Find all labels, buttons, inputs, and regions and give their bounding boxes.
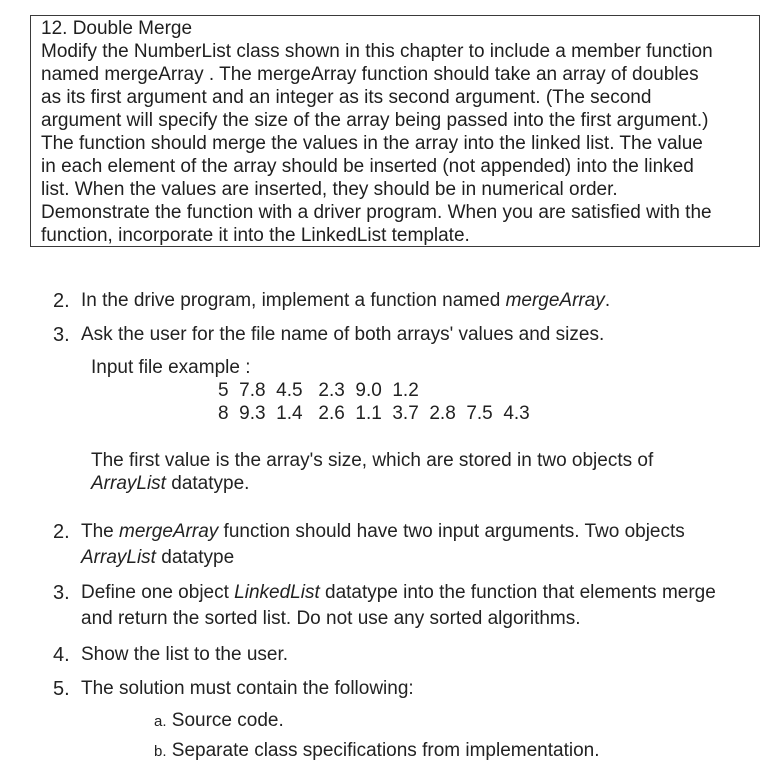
list-number: 3. xyxy=(53,582,70,604)
item-emphasis: mergeArray xyxy=(505,290,605,311)
list-number: 4. xyxy=(53,644,70,666)
box-line: named mergeArray . The mergeArray function should take an array of doubles xyxy=(41,64,699,85)
list-item-continuation: ArrayList datatype xyxy=(81,547,235,568)
list-item-continuation: and return the sorted list. Do not use any sorted algorithms. xyxy=(81,608,581,629)
list-item: Ask the user for the file name of both arrays' values and sizes. xyxy=(81,324,605,345)
list-number: 2. xyxy=(53,290,70,312)
sub-list-item: a. Source code. xyxy=(154,710,284,731)
item-emphasis: mergeArray xyxy=(119,521,219,542)
item-emphasis: LinkedList xyxy=(234,582,320,603)
box-line: argument will specify the size of the array being passed into the first argument.) xyxy=(41,110,709,131)
sub-list-item: b. Separate class specifications from implementation. xyxy=(154,740,600,761)
box-line: in each element of the array should be inserted (not appended) into the linked xyxy=(41,156,694,177)
list-item: Show the list to the user. xyxy=(81,644,289,665)
input-example-row-2: 8 9.3 1.4 2.6 1.1 3.7 2.8 7.5 4.3 xyxy=(218,403,530,424)
list-item xyxy=(81,289,610,313)
item-emphasis: ArrayList xyxy=(81,547,156,568)
item-text: . xyxy=(604,290,611,311)
item-text: In the drive program, implement a function named xyxy=(81,290,506,311)
box-line: as its first argument and an integer as its second argument. (The second xyxy=(41,87,652,108)
note-line-1: The first value is the array's size, which are stored in two objects of xyxy=(91,450,654,471)
sub-list-letter: b. xyxy=(154,743,167,760)
problem-statement-box xyxy=(30,15,760,247)
note-emphasis: ArrayList xyxy=(91,473,166,494)
list-number: 2. xyxy=(53,521,70,543)
list-number: 5. xyxy=(53,678,70,700)
box-line: The function should merge the values in the array into the linked list. The value xyxy=(41,133,703,154)
list-item: The mergeArray function should have two input arguments. Two objects xyxy=(81,521,685,542)
input-example-label: Input file example : xyxy=(91,357,251,378)
box-line: function, incorporate it into the LinkedList template. xyxy=(41,225,470,246)
cut-off-line xyxy=(0,770,777,777)
box-line: Demonstrate the function with a driver program. When you are satisfied with the xyxy=(41,202,712,223)
sub-list-letter: a. xyxy=(154,713,167,730)
list-number: 3. xyxy=(53,324,70,346)
cut-off-text xyxy=(172,770,177,777)
note-line-2: ArrayList datatype. xyxy=(91,473,250,494)
input-example-row-1: 5 7.8 4.5 2.3 9.0 1.2 xyxy=(218,380,419,401)
box-line-title: 12. Double Merge xyxy=(41,18,193,39)
box-line: Modify the NumberList class shown in this chapter to include a member function xyxy=(41,41,713,62)
list-item: The solution must contain the following: xyxy=(81,678,414,699)
box-line: list. When the values are inserted, they should be in numerical order. xyxy=(41,179,618,200)
list-item: Define one object LinkedList datatype into the function that elements merge xyxy=(81,582,716,603)
